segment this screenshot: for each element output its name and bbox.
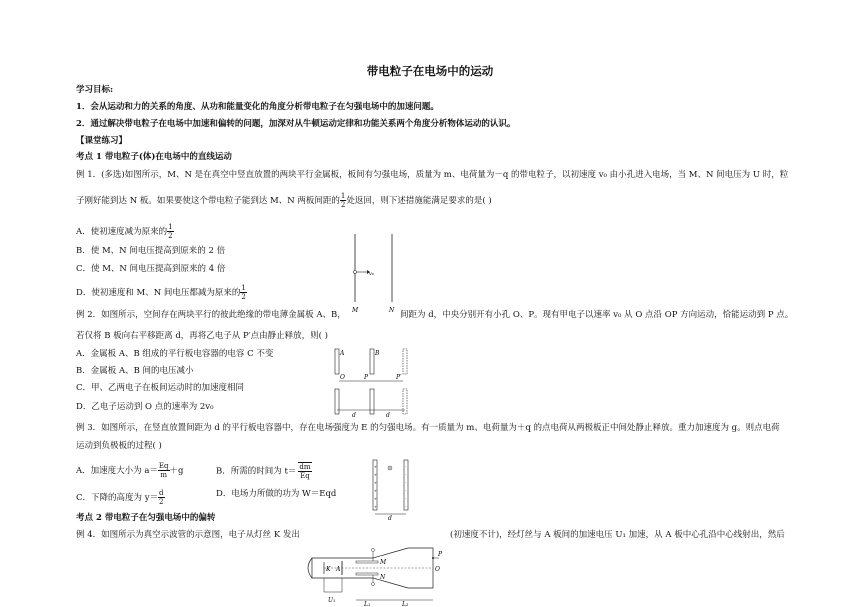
- ex3-stem-line2: 运动到负极板的过程( ): [76, 441, 162, 451]
- ex2-stem-line1b: 间距为 d，中央分别开有小孔 O、P。现有甲电子以速率 v₀ 从 O 点沿 OP 方向运动，恰能运动到 P 点。: [400, 310, 794, 320]
- svg-text:-: -: [405, 480, 407, 485]
- objective-2: 2．通过解决带电粒子在电场中加速和偏转的问题，加深对从牛顿运动定律和功能关系两个角度分析物体运动的认识。: [76, 119, 516, 129]
- ex4-fig-label-O: O: [435, 566, 440, 573]
- ex2-fig-label-d2: d: [386, 412, 390, 419]
- ex4-figure: [298, 544, 458, 607]
- ex4-fig-label-U1: U₁: [328, 597, 336, 604]
- ex2-fig-label-B: B: [375, 350, 380, 357]
- ex4-fig-label-K: K: [326, 566, 331, 573]
- ex2-fig-label-A: A: [340, 350, 345, 357]
- ex1-option-b: B．使 M、N 间电压提高到原来的 2 倍: [76, 246, 226, 256]
- svg-text:+: +: [373, 496, 378, 501]
- section-2-heading: 考点 2 带电粒子在匀强电场中的偏转: [76, 513, 216, 523]
- ex1-fig-label-N: N: [389, 307, 395, 314]
- ex1-stem-line1: 例 1．(多选)如图所示，M、N 是在真空中竖直放置的两块平行金属板，板间有匀强电场，质量为 m、电荷量为－q 的带电粒子，以初速度 v₀ 由小孔进入电场，当 M、N 间电压为 U 时，粒: [76, 170, 789, 180]
- ex4-fig-label-N: N: [380, 574, 386, 581]
- objectives-heading: 学习目标:: [76, 85, 114, 95]
- ex2-stem-line1a: 例 2．如图所示，空间存在两块平行的彼此绝缘的带电薄金属板 A、B，: [76, 310, 346, 320]
- ex4-stem-line1b: (初速度不计)，经灯丝与 A 板间的加速电压 U₁ 加速，从 A 板中心孔沿中心线射出，然后: [450, 530, 785, 540]
- svg-text:+: +: [373, 488, 378, 493]
- svg-text:-: -: [405, 472, 407, 477]
- ex3-stem-line1: 例 3．如图所示，在竖直放置间距为 d 的平行板电容器中，存在电场强度为 E 的匀强电场。有一质量为 m、电荷量为＋q 的点电荷从两极板正中间处静止释放。重力加速度为 g。则点电荷: [76, 423, 780, 433]
- ex1-option-d: D．使初速度和 M、N 间电压都减为原来的 $\frac{1}{2}$: [76, 284, 246, 301]
- fraction-half: $\frac{1}{2}$: [340, 192, 346, 209]
- ex4-fig-label-M: M: [380, 559, 387, 566]
- svg-text:+: +: [373, 504, 378, 509]
- ex1-figure: [340, 232, 410, 317]
- svg-text:-: -: [405, 464, 407, 469]
- ex2-option-b: B．金属板 A、B 间的电压减小: [76, 366, 194, 376]
- ex1-stem-line2: 子刚好能到达 N 板。如果要使这个带电粒子能到达 M、N 两板间距的 $\frac{1}{2}$ 处返回，则下述措施能满足要求的是( ): [76, 192, 492, 209]
- ex2-figure: [330, 347, 420, 422]
- ex1-fig-label-v0: v₀: [369, 271, 374, 277]
- ex3-figure: [370, 458, 420, 523]
- ex3-fig-label-d: d: [388, 515, 392, 522]
- svg-text:+: +: [373, 464, 378, 469]
- svg-text:+: +: [373, 480, 378, 485]
- ex1-option-c: C．使 M、N 间电压提高到原来的 4 倍: [76, 264, 226, 274]
- ex3-option-d: D．电场力所做的功为 W＝Eqd: [216, 489, 337, 499]
- practice-heading: 【课堂练习】: [76, 136, 128, 146]
- objective-1: 1．会从运动和力的关系的角度、从功和能量变化的角度分析带电粒子在匀强电场中的加速问题。: [76, 102, 439, 112]
- ex2-fig-label-d1: d: [352, 412, 356, 419]
- ex4-fig-label-L2: L₂: [402, 601, 409, 607]
- section-1-heading: 考点 1 带电粒子(体)在电场中的直线运动: [76, 152, 232, 162]
- ex2-option-d: D．乙电子运动到 O 点的速率为 2v₀: [76, 402, 214, 412]
- ex4-fig-label-L1: L₁: [364, 601, 371, 607]
- ex1-fig-label-M: M: [352, 307, 359, 314]
- ex2-fig-label-P: P: [364, 374, 369, 381]
- ex2-option-c: C．甲、乙两电子在板间运动时的加速度相同: [76, 383, 245, 393]
- ex3-option-c: C．下降的高度为 y＝ $\frac{d}{2}$: [76, 489, 164, 506]
- svg-text:-: -: [405, 496, 407, 501]
- svg-text:+: +: [373, 472, 378, 477]
- ex4-stem-line1a: 例 4．如图所示为真空示波管的示意图，电子从灯丝 K 发出: [76, 530, 300, 540]
- ex3-option-a: A．加速度大小为 a＝ $\frac{Eq}{m}$ ＋g: [76, 462, 184, 479]
- page-title: 带电粒子在电场中的运动: [366, 64, 494, 78]
- ex1-option-a: A．使初速度减为原来的 $\frac{1}{2}$: [76, 223, 173, 240]
- ex2-fig-label-P-prime: P′: [396, 374, 402, 381]
- ex4-fig-label-A: A: [336, 566, 341, 573]
- ex4-fig-label-P: P: [438, 551, 443, 558]
- ex2-stem-line2: 若仅将 B 板向右平移距离 d，再将乙电子从 P′点由静止释放，则( ): [76, 331, 328, 341]
- ex2-fig-label-O: O: [340, 374, 345, 381]
- ex2-option-a: A．金属板 A、B 组成的平行板电容器的电容 C 不变: [76, 349, 274, 359]
- svg-text:-: -: [405, 504, 407, 509]
- ex3-option-b: B．所需的时间为 t＝ $\frac{dm}{Eq}$: [216, 463, 311, 480]
- svg-text:-: -: [405, 488, 407, 493]
